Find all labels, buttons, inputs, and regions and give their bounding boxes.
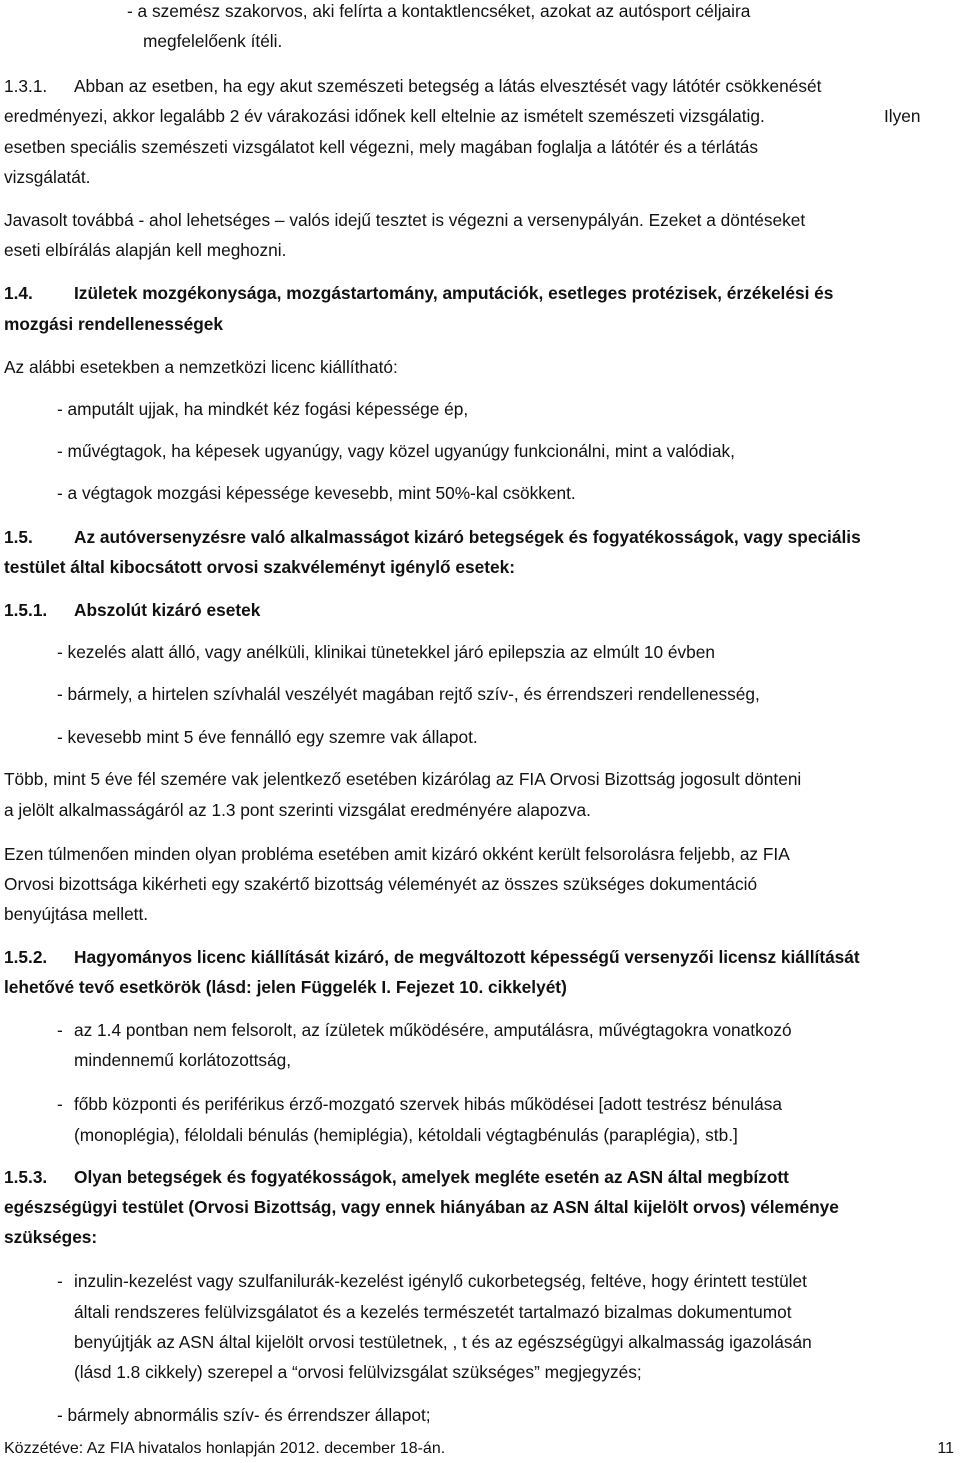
list-item: - a végtagok mozgási képessége kevesebb, mint 50%-kal csökkent. — [57, 483, 576, 503]
list-item: - kevesebb mint 5 éve fennálló egy szemre vak állapot. — [57, 727, 478, 747]
list-item: - bármely abnormális szív- és érrendszer állapot; — [57, 1405, 431, 1425]
paragraph-line: Több, mint 5 éve fél szemére vak jelentkező esetében kizárólag az FIA Orvosi Bizottság jogosult dönteni — [4, 769, 802, 789]
list-item-continuation: megfelelőenk ítéli. — [143, 31, 283, 51]
paragraph-line: Ezen túlmenően minden olyan probléma esetében amit kizáró okként került felsorolásra feljebb, az FIA — [4, 844, 790, 864]
section-heading-1-5-3-cont: szükséges: — [4, 1227, 98, 1247]
list-dash: - — [57, 1020, 63, 1040]
section-number-1-5-1: 1.5.1. — [4, 600, 48, 620]
list-dash: - — [57, 1271, 63, 1291]
section-number-1-4: 1.4. — [4, 283, 33, 303]
paragraph-line: eredményezi, akkor legalább 2 év várakozási időnek kell eltelnie az ismételt szemészeti vizsgálatig. — [4, 106, 765, 126]
list-item: az 1.4 pontban nem felsorolt, az ízületek működésére, amputálásra, művégtagokra vonatkozó — [74, 1020, 792, 1040]
section-heading-1-5-3: Olyan betegségek és fogyatékosságok, amelyek megléte esetén az ASN által megbízott — [74, 1167, 789, 1187]
section-heading-1-4: Izületek mozgékonysága, mozgástartomány, amputációk, esetleges protézisek, érzékelési és — [74, 283, 834, 303]
list-item-cont: (lásd 1.8 cikkely) szerepel a “orvosi felülvizsgálat szükséges” megjegyzés; — [74, 1362, 642, 1382]
section-heading-1-5-3-cont: egészségügyi testület (Orvosi Bizottság, vagy ennek hiányában az ASN által kijelölt orvos) véleménye — [4, 1197, 839, 1217]
paragraph-line: eseti elbírálás alapján kell meghozni. — [4, 240, 287, 260]
section-number-1-5-2: 1.5.2. — [4, 947, 48, 967]
list-item: - kezelés alatt álló, vagy anélküli, klinikai tünetekkel járó epilepszia az elmúlt 10 évben — [57, 642, 716, 662]
section-heading-1-5-cont: testület által kibocsátott orvosi szakvéleményt igénylő esetek: — [4, 557, 515, 577]
list-item-cont: mindennemű korlátozottság, — [74, 1050, 292, 1070]
list-item-cont: benyújtják az ASN által kijelölt orvosi testületnek, , t és az egészségügyi alkalmasság igazolásán — [74, 1332, 812, 1352]
section-number-1-5: 1.5. — [4, 527, 33, 547]
section-heading-1-5-1: Abszolút kizáró esetek — [74, 600, 261, 620]
list-dash: - — [57, 1094, 63, 1114]
list-item: - amputált ujjak, ha mindkét kéz fogási képessége ép, — [57, 399, 469, 419]
paragraph-line: vizsgálatát. — [4, 167, 91, 187]
paragraph-line: Az alábbi esetekben a nemzetközi licenc kiállítható: — [4, 357, 398, 377]
section-number-1-3-1: 1.3.1. — [4, 76, 48, 96]
section-heading-1-4-cont: mozgási rendellenességek — [4, 314, 223, 334]
paragraph-line: Orvosi bizottsága kikérheti egy szakértő bizottság véleményét az összes szükséges dokumentáció — [4, 874, 758, 894]
list-item: - művégtagok, ha képesek ugyanúgy, vagy közel ugyanúgy funkcionálni, mint a valódiak, — [57, 441, 735, 461]
paragraph-line: benyújtása mellett. — [4, 904, 149, 924]
list-item-cont: (monoplégia), féloldali bénulás (hemiplégia), kétoldali végtagbénulás (paraplégia), stb.] — [74, 1125, 738, 1145]
paragraph-line: a jelölt alkalmasságáról az 1.3 pont szerinti vizsgálat eredményére alapozva. — [4, 800, 591, 820]
page-number: 11 — [937, 1440, 954, 1457]
section-number-1-5-3: 1.5.3. — [4, 1167, 48, 1187]
list-item: - bármely, a hirtelen szívhalál veszélyét magában rejtő szív-, és érrendszeri rendellenesség, — [57, 684, 760, 704]
section-heading-1-5: Az autóversenyzésre való alkalmasságot kizáró betegségek és fogyatékosságok, vagy speciális — [74, 527, 861, 547]
section-heading-1-5-2-cont: lehetővé tevő esetkörök (lásd: jelen Függelék I. Fejezet 10. cikkelyét) — [4, 977, 567, 997]
paragraph-line: esetben speciális szemészeti vizsgálatot kell végezni, mely magában foglalja a látótér és a térlátás — [4, 137, 759, 157]
list-item: főbb központi és periférikus érző-mozgató szervek hibás működései [adott testrész bénulása — [74, 1094, 782, 1114]
list-item-cont: általi rendszeres felülvizsgálatot és a kezelés természetét tartalmazó bizalmas dokumentumot — [74, 1302, 792, 1322]
section-heading-1-5-2: Hagyományos licenc kiállítását kizáró, de megváltozott képességű versenyzői licensz kiállítását — [74, 947, 860, 967]
list-item: inzulin-kezelést vagy szulfanilurák-kezelést igénylő cukorbetegség, feltéve, hogy érintett testület — [74, 1271, 807, 1291]
paragraph-line: Abban az esetben, ha egy akut szemészeti betegség a látás elvesztését vagy látótér csökkenését — [74, 76, 822, 96]
footer-publication-note: Közzétéve: Az FIA hivatalos honlapján 2012. december 18-án. — [4, 1440, 446, 1457]
paragraph-line: Javasolt továbbá - ahol lehetséges – valós idejű tesztet is végezni a versenypályán. Ezeket a döntéseket — [4, 210, 806, 230]
list-item-eye-doctor: - a szemész szakorvos, aki felírta a kontaktlencséket, azokat az autósport céljaira — [127, 1, 751, 21]
paragraph-line: Ilyen — [884, 106, 921, 126]
